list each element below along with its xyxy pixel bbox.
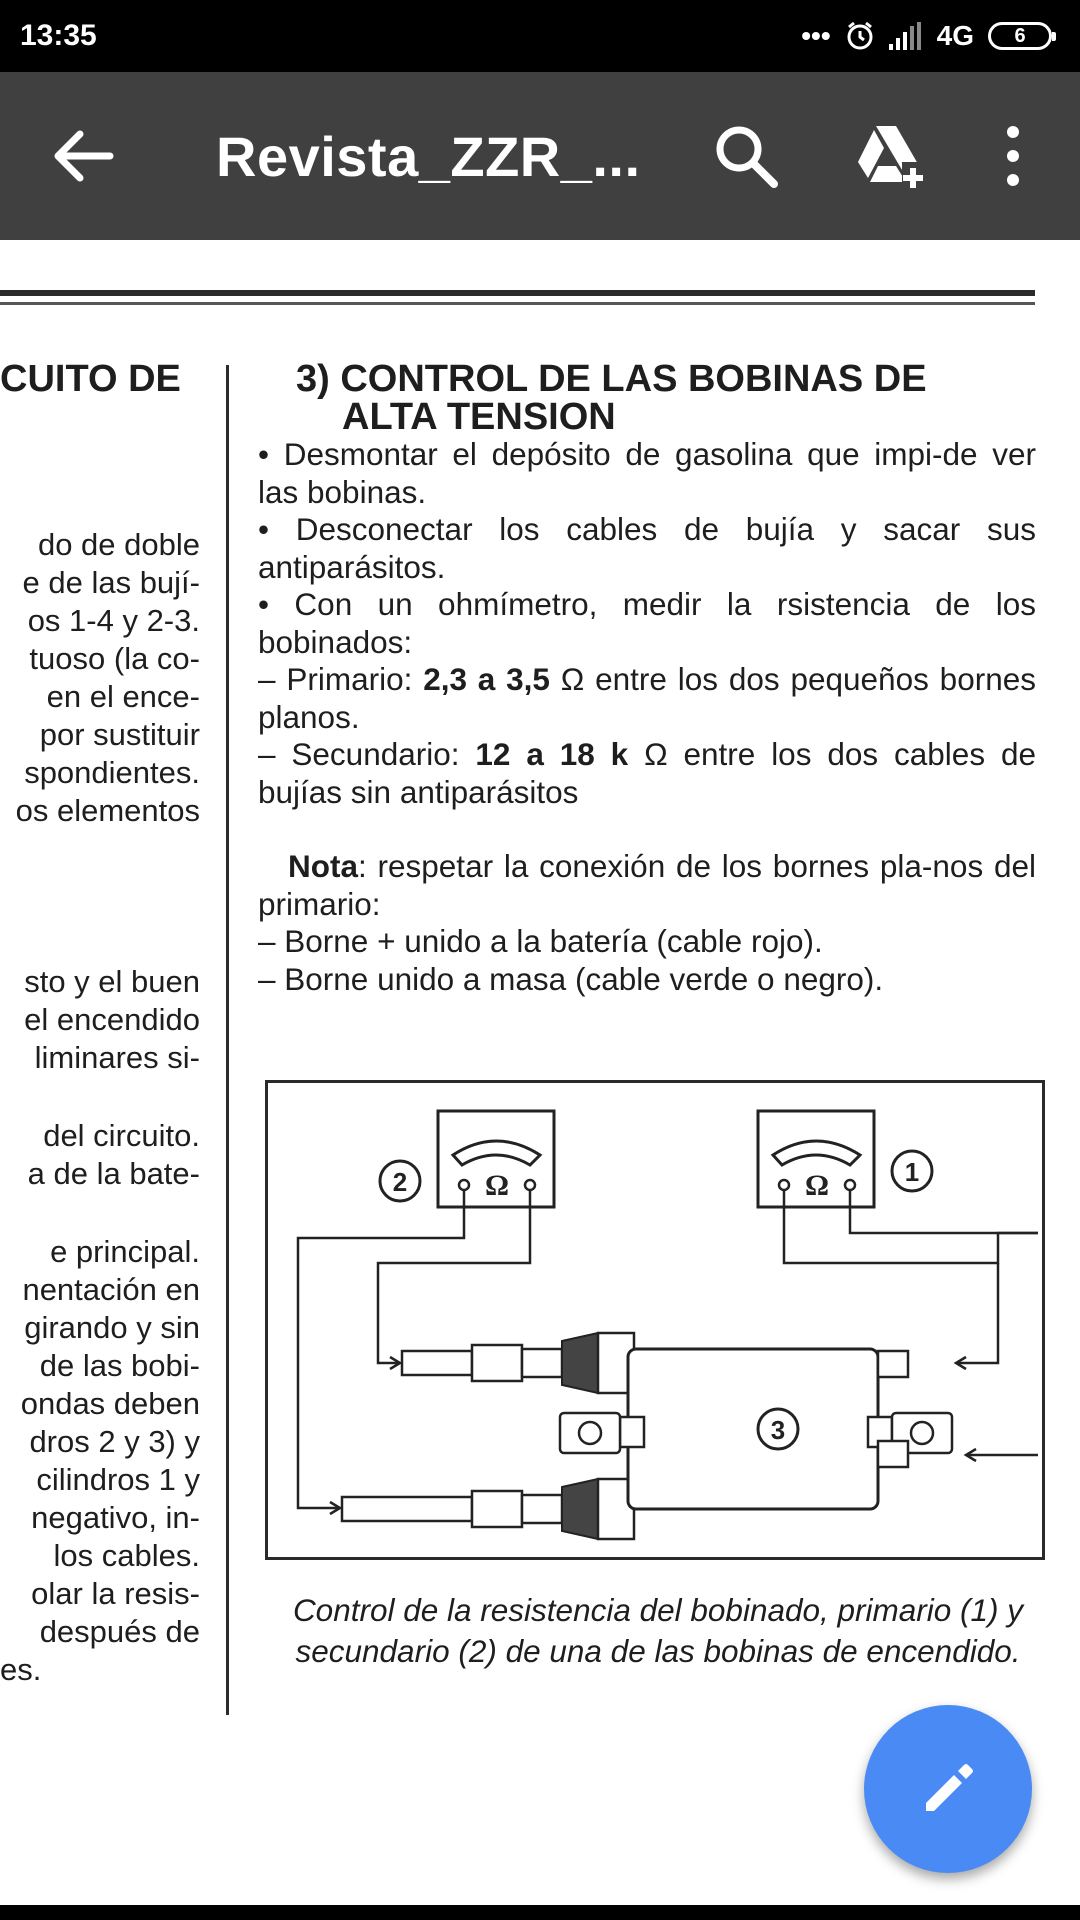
document-title: Revista_ZZR_... <box>216 125 641 188</box>
left-text-line: liminares si- <box>34 1040 200 1075</box>
left-text-line: olar la resis- <box>31 1576 200 1611</box>
battery-icon <box>988 22 1052 50</box>
drive-add-icon[interactable] <box>852 122 924 190</box>
label-coil: 3 <box>770 1415 786 1445</box>
left-text-line: de las bobi- <box>39 1348 200 1383</box>
borne-plus-line: – Borne + unido a la batería (cable rojo). <box>258 923 823 959</box>
edit-fab-button[interactable] <box>864 1705 1032 1873</box>
secundario-suffix: Ω entre los dos cables de bujías sin antiparásitos <box>258 736 1036 810</box>
status-time: 13:35 <box>20 19 97 52</box>
left-text-line: os 1-4 y 2-3. <box>27 603 200 638</box>
left-text-line: nentación en <box>22 1272 200 1307</box>
network-type: 4G <box>936 20 974 51</box>
page-rule <box>0 290 1035 296</box>
secundario-value: 12 a 18 k <box>475 736 629 772</box>
section-heading-line: ALTA TENSION <box>342 396 616 438</box>
left-text-line: por sustituir <box>39 717 200 752</box>
left-text-line: tuoso (la co- <box>29 641 200 676</box>
alarm-icon <box>845 21 875 51</box>
left-text-line: es. <box>0 1652 42 1687</box>
left-text-line: el encendido <box>24 1002 200 1037</box>
left-text-line: en el ence- <box>46 679 200 714</box>
section-heading <box>258 360 1036 436</box>
left-text-line: e de las bují- <box>22 565 200 600</box>
left-text-line: dros 2 y 3) y <box>29 1424 200 1459</box>
ohmmeter-secondary <box>438 1111 554 1207</box>
left-text-line: después de <box>39 1614 200 1649</box>
borne-minus-line: – Borne unido a masa (cable verde o negro). <box>258 960 884 997</box>
signal-icon <box>889 22 923 50</box>
label-secondary-meter: 2 <box>392 1167 408 1197</box>
bullet-paragraph: • Con un ohmímetro, medir la rsistencia de los bobinados: <box>258 586 1036 660</box>
left-text-line: do de doble <box>37 527 200 562</box>
section-heading-line: 3) CONTROL DE LAS BOBINAS DE <box>296 358 927 400</box>
status-icons <box>801 20 1052 52</box>
bullet-paragraph: • Desmontar el depósito de gasolina que impi-de ver las bobinas. <box>258 436 1036 510</box>
left-text-line: spondientes. <box>24 755 200 790</box>
more-notifications-icon: ••• <box>801 20 831 51</box>
left-text-line: os elementos <box>15 793 200 828</box>
right-column <box>258 360 1036 998</box>
ohmmeter-primary <box>758 1111 874 1207</box>
primario-line <box>258 661 1036 736</box>
system-nav-bar <box>0 1905 1080 1920</box>
primario-value: 2,3 a 3,5 <box>423 661 550 697</box>
secundario-prefix: – Secundario: <box>258 736 476 772</box>
primario-suffix: Ω entre los dos pequeños bornes planos. <box>258 661 1036 735</box>
primario-prefix: – Primario: <box>258 661 424 697</box>
column-divider <box>226 365 229 1715</box>
left-text-line: los cables. <box>53 1538 200 1573</box>
bullet-paragraph: • Desconectar los cables de bujía y sacar sus antiparásitos. <box>258 511 1036 585</box>
coil-diagram-figure <box>265 1080 1045 1560</box>
ohm-symbol: Ω <box>484 1169 510 1202</box>
left-text-line: girando y sin <box>24 1310 200 1345</box>
left-text-line: del circuito. <box>43 1118 200 1153</box>
label-primary-meter: 1 <box>904 1157 920 1187</box>
left-heading: CUITO DE <box>0 358 181 400</box>
nota-text: : respetar la conexión de los bornes pla-nos del primario: <box>258 848 1036 922</box>
secundario-line <box>258 736 1036 811</box>
left-text-line: ondas deben <box>20 1386 200 1421</box>
battery-level: 6 <box>1014 24 1026 47</box>
left-text-line: e principal. <box>50 1234 200 1269</box>
left-text-line: cilindros 1 y <box>36 1462 200 1497</box>
nota-paragraph <box>258 848 1036 923</box>
status-bar <box>0 0 1080 72</box>
page-rule <box>0 302 1035 305</box>
left-text-line: sto y el buen <box>24 964 200 999</box>
left-text-line: a de la bate- <box>27 1156 200 1191</box>
app-toolbar <box>0 72 1080 240</box>
search-icon[interactable] <box>712 122 780 190</box>
back-arrow-icon[interactable] <box>50 126 114 186</box>
pdf-page <box>0 240 1080 1905</box>
nota-label: Nota <box>288 848 358 884</box>
more-vert-icon[interactable] <box>990 122 1036 190</box>
left-text-line: negativo, in- <box>31 1500 200 1535</box>
coil-diagram <box>268 1083 1042 1557</box>
edit-pencil-icon <box>918 1759 978 1819</box>
ohm-symbol: Ω <box>804 1169 830 1202</box>
figure-caption: Control de la resistencia del bobinado, primario (1) y secundario (2) de una de las bobinas de encendido. <box>292 1592 1024 1669</box>
